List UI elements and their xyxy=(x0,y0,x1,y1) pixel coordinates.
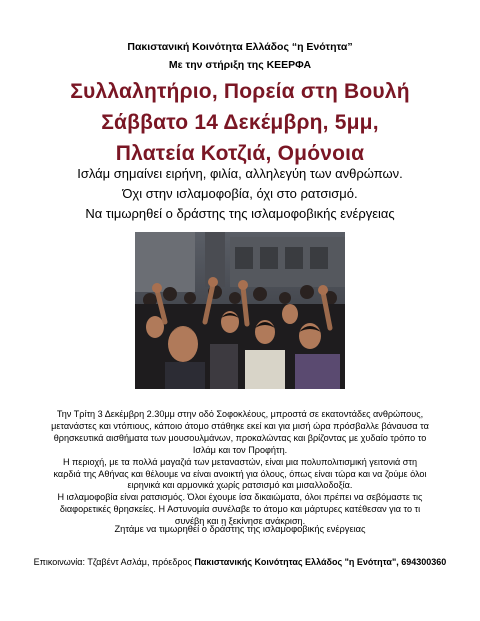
headline-location: Πλατεία Κοτζιά, Ομόνοια xyxy=(115,142,365,165)
headline-title: Συλλαλητήριο, Πορεία στη Βουλή xyxy=(70,80,410,103)
contact-phone: 694300360 xyxy=(401,557,447,567)
organizer-name: Πακιστανική Κοινότητα Ελλάδος “η Ενότητα” xyxy=(127,41,353,53)
description-paragraph-racism: Η ισλαμοφοβία είναι ρατσισμός. Όλοι έχουμε ίσα δικαιώματα, όλοι πρέπει να σεβόμαστε τις διαφορετικές θρησκείες. Η Αστυνομία συνέλαβε το άτομο και μάρτυρες κατέθεσαν για το τι συνέβη και η ξεκίνησε ανάκριση. xyxy=(57,492,423,527)
slogan-punish-perpetrator: Να τιμωρηθεί ο δράστης της ισλαμοφοβικής ενέργειας xyxy=(85,206,395,221)
contact-organization: Πακιστανικής Κοινότητας Ελλάδος "η Ενότητα", xyxy=(194,557,399,567)
contact-prefix: Επικοινωνία: Τζαβέντ Ασλάμ, πρόεδρος xyxy=(33,557,192,567)
organizer-support: Με την στήριξη της ΚΕΕΡΦΑ xyxy=(168,59,312,71)
description-paragraph-incident: Την Τρίτη 3 Δεκέμβρη 2.30μμ στην οδό Σοφοκλέους, μπροστά σε εκατοντάδες ανθρώπους, μετανάστες και ντόπιους, κάποιο άτομο στάθηκε εκεί και για μισή ώρα πρόσβαλλε βάναυσα τα θρησκευτικά αισθήματα των μουσουλμάνων, προκαλώντας και βρίζοντας με χυδαίο τρόπο το Ισλάμ και τον Προφήτη. xyxy=(51,409,429,455)
headline-date: Σάββατο 14 Δεκέμβρη, 5μμ, xyxy=(101,111,379,134)
slogan-peace: Ισλάμ σημαίνει ειρήνη, φιλία, αλληλεγύη των ανθρώπων. xyxy=(77,166,403,181)
event-description xyxy=(50,409,430,528)
protest-crowd-photo xyxy=(135,232,345,389)
description-paragraph-neighborhood: Η περιοχή, με τα πολλά μαγαζιά των μεταναστών, είναι μια πολυπολιτισμική γειτονιά στη καρδιά της Αθήνας και θέλουμε να είναι ανοικτή για όλους, όπως είναι τώρα και να ζούμε όλοι ειρηνικά και αρμονικά χωρίς ρατσισμό και μισαλλοδοξία. xyxy=(53,456,427,491)
contact-info xyxy=(0,557,480,567)
demand-statement: Ζητάμε να τιμωρηθεί ο δράστης της ισλαμοφοβικής ενέργειας xyxy=(114,524,366,534)
slogan-no-islamophobia: Όχι στην ισλαμοφοβία, όχι στο ρατσισμό. xyxy=(122,186,358,201)
